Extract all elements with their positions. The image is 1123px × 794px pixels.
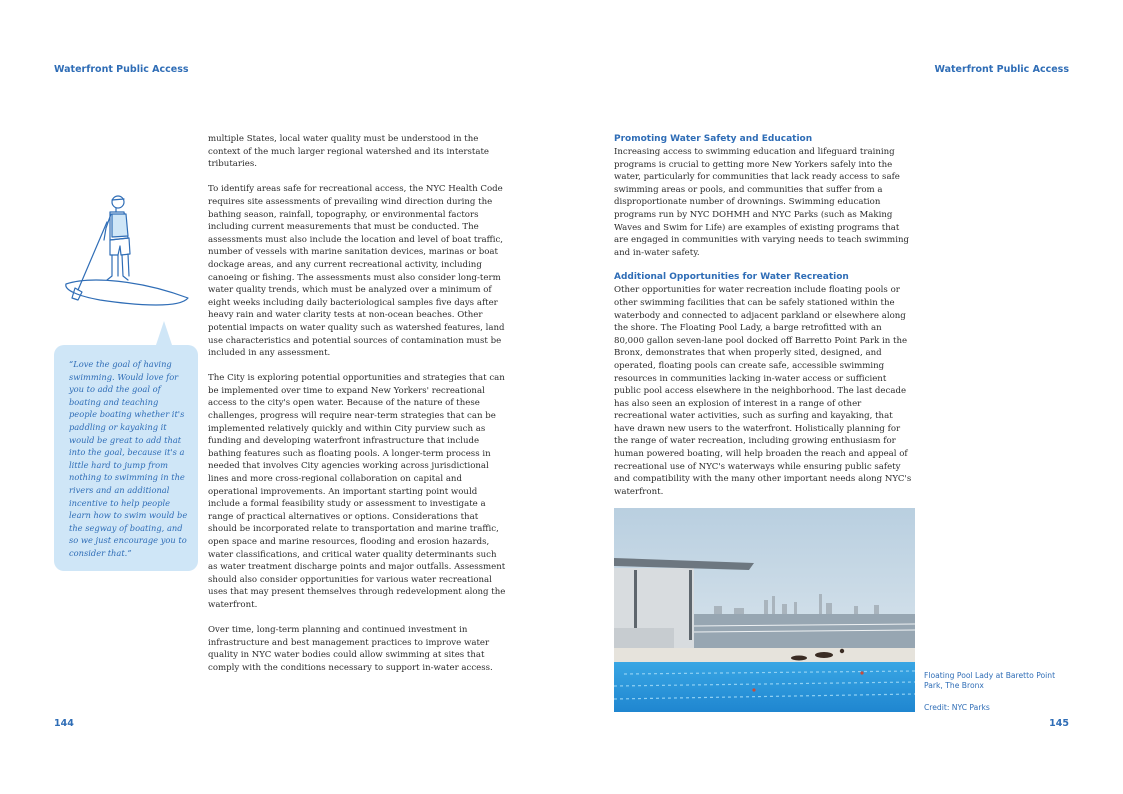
photo-credit: Credit: NYC Parks xyxy=(924,703,990,712)
page-number-left: 144 xyxy=(54,718,74,729)
right-column xyxy=(614,133,914,498)
paragraph: Over time, long-term planning and continued investment in infrastructure and best management practices to improve water quality in NYC water bodies could allow swimming at sites that comply with the conditions necessary to support in-water access. xyxy=(208,625,493,673)
left-column xyxy=(208,133,508,675)
quote-callout xyxy=(54,345,198,571)
paragraph: Increasing access to swimming education and lifeguard training programs is crucial to getting more New Yorkers safely into the water, particularly for communities that lack ready access to safe swimming areas or pools, and communities that suffer from a disproportionate number of drownings. Swimming education programs run by NYC DOHMH and NYC Parks (such as Making Waves and Swim for Life) are examples of existing programs that are engaged in communities with varying needs to teach swimming and in-water safety. xyxy=(614,147,909,258)
page-number-right: 145 xyxy=(1049,718,1069,729)
section-heading: Additional Opportunities for Water Recreation xyxy=(614,272,849,283)
paragraph: The City is exploring potential opportunities and strategies that can be implemented over time to expand New Yorkers' recreational access to the city's open water. Because of the nature of these challenges, progress will require near-term strategies that can be implemented relatively quickly and within City purview such as funding and developing waterfront infrastructure that include bathing features such as floating pools. A longer-term process in needed that involves City agencies working across jurisdictional lines and more cross-regional collaboration on capital and operational improvements. An important starting point would include a formal feasibility study or assessment to investigate a range of practical alternatives or options. Considerations that should be incorporated relate to transportation and marine traffic, open space and marine resources, flooding and erosion hazards, water classifications, and critical water quality determinants such as water treatment discharge points and major outfalls. Assessment should also consider opportunities for various water recreational uses that may present themselves through redevelopment along the waterfront. xyxy=(208,373,506,610)
floating-pool-photo xyxy=(614,508,915,712)
running-header-left: Waterfront Public Access xyxy=(54,64,189,75)
photo-caption: Floating Pool Lady at Baretto Point Park, The Bronx xyxy=(924,671,1056,690)
paragraph: Other opportunities for water recreation include floating pools or other swimming facilities that can be safely stationed within the waterbody and connected to adjacent parkland or elsewhere along the shore. The Floating Pool Lady, a barge retrofitted with an 80,000 gallon seven-lane pool docked off Barretto Point Park in the Bronx, demonstrates that when properly sited, designed, and operated, floating pools can create safe, accessible swimming resources in communities lacking in-water access or sufficient public pool access elsewhere in the neighborhood. The last decade has also seen an explosion of interest in a range of other recreational water activities, such as surfing and kayaking, that have drawn new users to the waterfront. Holistically planning for the range of water recreation, including growing enthusiasm for human powered boating, will help broaden the reach and appeal of recreational use of NYC's waterways while ensuring public safety and compatibility with the many other important needs along NYC's waterfront. xyxy=(614,285,912,497)
paragraph: multiple States, local water quality must be understood in the context of the much larger regional watershed and its interstate tributaries. xyxy=(208,134,489,170)
quote-text: “Love the goal of having swimming. Would love for you to add the goal of boating and teaching people boating whether it's paddling or kayaking it would be great to add that into the goal, because it's a little hard to jump from nothing to swimming in the rivers and an additional incentive to help people learn how to swim would be the segway of boating, and so we just encourage you to consider that.” xyxy=(69,359,188,558)
paragraph: To identify areas safe for recreational access, the NYC Health Code requires site assessments of prevailing wind direction during the bathing season, rainfall, topography, or environmental factors including current measurements that must be conducted. The assessments must also include the location and level of boat traffic, number of vessels with marine sanitation devices, marinas or boat dockage areas, and any current recreational activity, including canoeing or fishing. The assessments must also consider long-term water quality trends, which must be analyzed over a minimum of eight weeks including daily bacteriological samples five days after heavy rain and water clarity tests at non-ocean beaches. Other potential impacts on water quality such as watershed features, land use characteristics and potential sources of contamination must be included in any assessment. xyxy=(208,184,505,359)
running-header-right: Waterfront Public Access xyxy=(934,64,1069,75)
section-heading: Promoting Water Safety and Education xyxy=(614,134,813,144)
paddleboarder-illustration xyxy=(60,192,195,322)
